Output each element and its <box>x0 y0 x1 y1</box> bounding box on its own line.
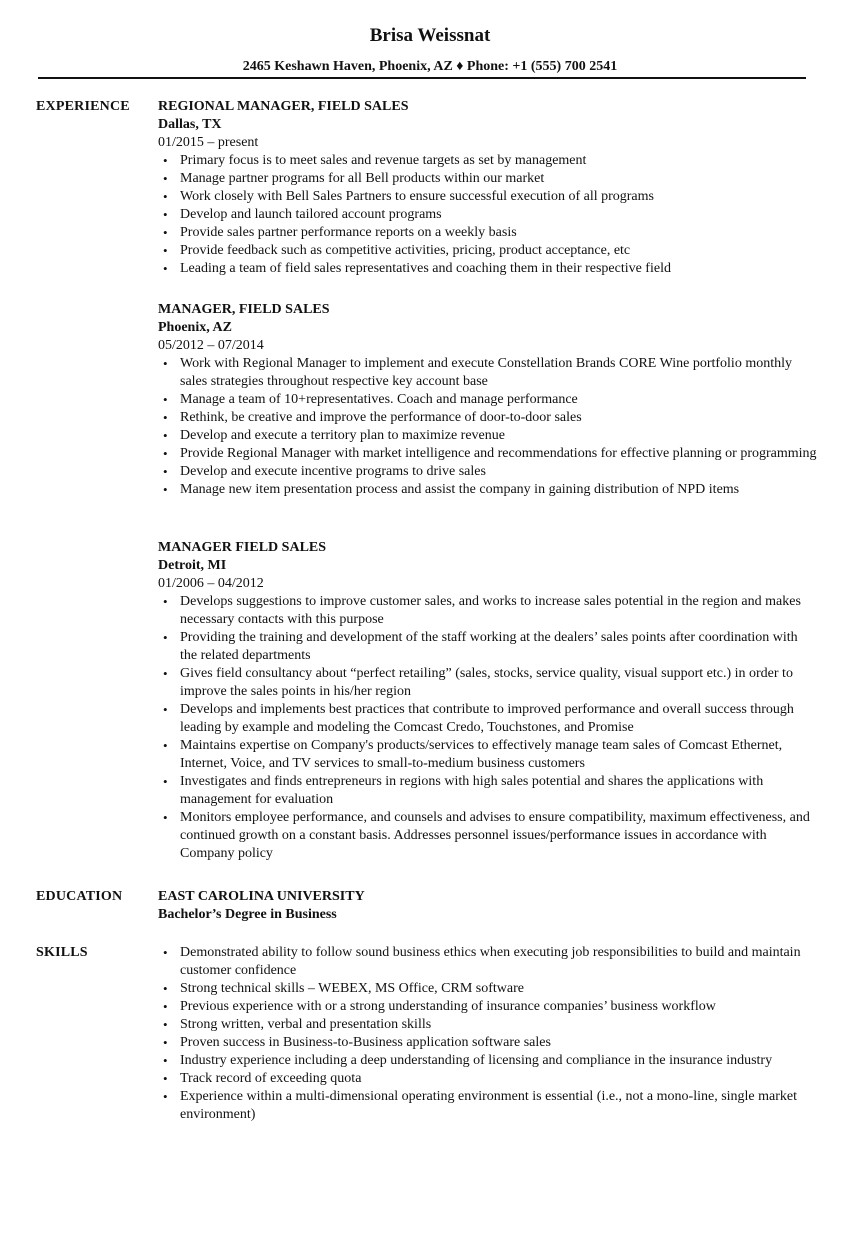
job-entry <box>158 98 818 278</box>
header-divider <box>38 77 806 79</box>
bullet-item: • Develop and execute a territory plan to maximize revenue <box>158 427 818 445</box>
experience-section-label: EXPERIENCE <box>36 99 130 114</box>
job-title: MANAGER FIELD SALES <box>158 540 327 555</box>
skill-item: • Strong written, verbal and presentation skills <box>158 1016 818 1034</box>
education-entry <box>158 888 818 924</box>
job-title: REGIONAL MANAGER, FIELD SALES <box>158 99 409 114</box>
degree: Bachelor’s Degree in Business <box>158 907 337 922</box>
bullet-item: • Provide feedback such as competitive activities, pricing, product acceptance, etc <box>158 242 818 260</box>
job-title: MANAGER, FIELD SALES <box>158 302 330 317</box>
skill-item: • Track record of exceeding quota <box>158 1070 818 1088</box>
bullet-item: • Provide sales partner performance reports on a weekly basis <box>158 224 818 242</box>
bullet-item: • Monitors employee performance, and counsels and advises to ensure compatibility, maximum effectiveness, and continued growth on a constant basis. Addresses personnel issues/performance issues in accordance with Company policy <box>158 809 818 863</box>
bullet-item: • Rethink, be creative and improve the performance of door-to-door sales <box>158 409 818 427</box>
school-name: EAST CAROLINA UNIVERSITY <box>158 889 365 904</box>
job-location: Detroit, MI <box>158 558 227 573</box>
bullet-item: • Develop and execute incentive programs to drive sales <box>158 463 818 481</box>
skill-item: • Industry experience including a deep understanding of licensing and compliance in the insurance industry <box>158 1052 818 1070</box>
bullet-item: • Primary focus is to meet sales and revenue targets as set by management <box>158 152 818 170</box>
job-bullets <box>158 593 818 863</box>
bullet-item: • Maintains expertise on Company's products/services to effectively manage team sales of Comcast Ethernet, Internet, Voice, and TV services to small-to-medium business customers <box>158 737 818 773</box>
bullet-item: • Provide Regional Manager with market intelligence and recommendations for effective planning or programming <box>158 445 818 463</box>
job-dates: 01/2006 – 04/2012 <box>158 576 264 591</box>
bullet-item: • Develops and implements best practices that contribute to improved performance and overall success through leading by example and modeling the Comcast Credo, Touchstones, and Promise <box>158 701 818 737</box>
skills-section-label: SKILLS <box>36 945 88 960</box>
skill-item: • Demonstrated ability to follow sound business ethics when executing job responsibilities to build and maintain customer confidence <box>158 944 818 980</box>
education-section-label: EDUCATION <box>36 889 123 904</box>
skills-list <box>158 944 818 1124</box>
job-bullets <box>158 152 818 278</box>
job-bullets <box>158 355 818 499</box>
bullet-item: • Providing the training and development of the staff working at the dealers’ sales points after coordination with the related departments <box>158 629 818 665</box>
skill-item: • Strong technical skills – WEBEX, MS Office, CRM software <box>158 980 818 998</box>
bullet-item: • Work with Regional Manager to implement and execute Constellation Brands CORE Wine portfolio monthly sales strategies throughout respective key account base <box>158 355 818 391</box>
contact-line: 2465 Keshawn Haven, Phoenix, AZ ♦ Phone: +1 (555) 700 2541 <box>242 59 618 74</box>
bullet-item: • Gives field consultancy about “perfect retailing” (sales, stocks, service quality, visual support etc.) in order to improve the sales points in his/her region <box>158 665 818 701</box>
job-dates: 01/2015 – present <box>158 135 259 150</box>
job-entry <box>158 539 818 863</box>
candidate-name: Brisa Weissnat <box>369 25 491 46</box>
bullet-item: • Manage partner programs for all Bell products within our market <box>158 170 818 188</box>
bullet-item: • Work closely with Bell Sales Partners to ensure successful execution of all programs <box>158 188 818 206</box>
skill-item: • Experience within a multi-dimensional operating environment is essential (i.e., not a mono-line, single market environment) <box>158 1088 818 1124</box>
bullet-item: • Manage a team of 10+representatives. Coach and manage performance <box>158 391 818 409</box>
job-location: Phoenix, AZ <box>158 320 232 335</box>
job-dates: 05/2012 – 07/2014 <box>158 338 264 353</box>
job-location: Dallas, TX <box>158 117 222 132</box>
skill-item: • Previous experience with or a strong understanding of insurance companies’ business workflow <box>158 998 818 1016</box>
job-entry <box>158 301 818 499</box>
bullet-item: • Investigates and finds entrepreneurs in regions with high sales potential and shares the applications with management for evaluation <box>158 773 818 809</box>
bullet-item: • Develop and launch tailored account programs <box>158 206 818 224</box>
skill-item: • Proven success in Business-to-Business application software sales <box>158 1034 818 1052</box>
bullet-item: • Leading a team of field sales representatives and coaching them in their respective field <box>158 260 818 278</box>
skills-entry <box>158 944 818 1124</box>
bullet-item: • Develops suggestions to improve customer sales, and works to increase sales potential in the region and makes necessary contacts with this purpose <box>158 593 818 629</box>
bullet-item: • Manage new item presentation process and assist the company in gaining distribution of NPD items <box>158 481 818 499</box>
